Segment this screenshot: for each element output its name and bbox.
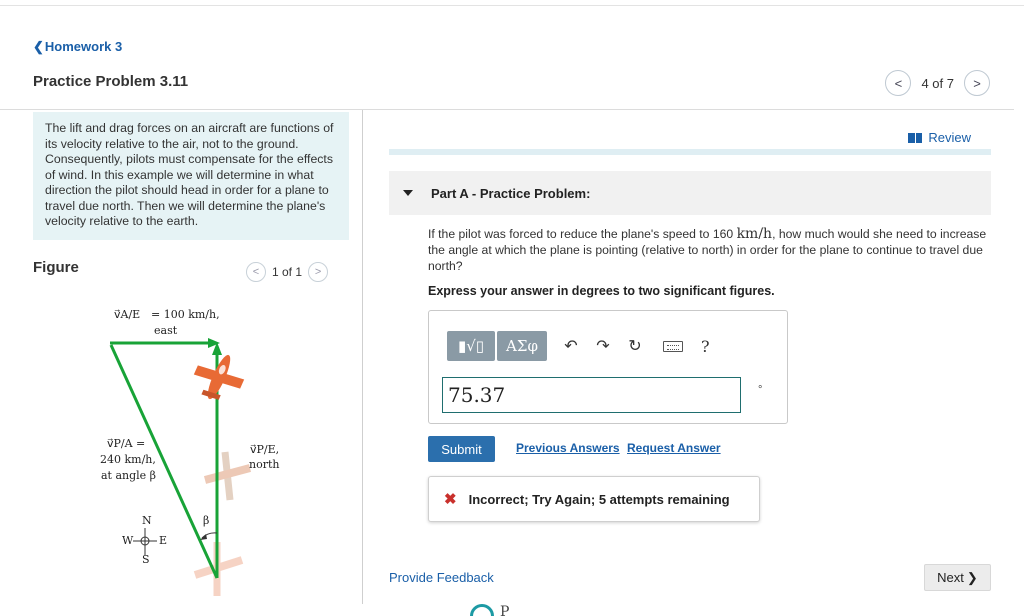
review-label: Review — [928, 130, 971, 145]
next-button[interactable] — [924, 564, 991, 591]
footer-logo-letter: P — [500, 604, 510, 616]
reset-icon: ↻ — [628, 338, 642, 355]
review-link[interactable] — [908, 130, 971, 145]
compass-w: W — [122, 534, 134, 547]
page-title: Practice Problem 3.11 — [33, 73, 189, 90]
v-pa-symbol: v⃗P/A = — [107, 437, 146, 450]
previous-problem-button[interactable] — [885, 70, 911, 96]
top-rule — [0, 5, 1024, 6]
question-text-after: , how much would she need to increase the angle at which the plane is pointing (relative to north) in order for the plane to continue to travel due north? — [428, 227, 987, 273]
figure-heading: Figure — [33, 259, 79, 276]
beta-arrowhead — [200, 534, 207, 540]
next-label: Next — [937, 570, 964, 585]
redo-button[interactable] — [595, 336, 611, 356]
v-ae-value: = 100 km/h, — [151, 308, 220, 321]
question-unit: km/h — [736, 226, 773, 242]
figure-pager — [246, 262, 328, 282]
v-ae-symbol: v⃗A/E — [114, 308, 141, 321]
provide-feedback-link[interactable]: Provide Feedback — [389, 570, 494, 585]
compass-n: N — [142, 514, 152, 527]
question-text-before: If the pilot was forced to reduce the plane's speed to 160 — [428, 227, 734, 241]
problem-pager — [885, 70, 990, 96]
symbols-button[interactable] — [497, 331, 547, 361]
answer-panel — [428, 310, 788, 424]
book-icon — [908, 133, 922, 143]
next-problem-button[interactable] — [964, 70, 990, 96]
incorrect-feedback — [428, 476, 760, 522]
answer-input[interactable] — [442, 377, 741, 413]
chevron-left-icon: < — [252, 266, 260, 278]
pager-count: 4 of 7 — [921, 75, 954, 91]
plane-faded-middle — [205, 452, 250, 500]
v-pa-angle: at angle β — [101, 469, 157, 482]
compass-s: S — [142, 553, 150, 566]
pearson-logo-icon — [470, 604, 494, 616]
feedback-message: Incorrect; Try Again; 5 attempts remaining — [468, 491, 730, 507]
sqrt-template-icon: ▮√▯ — [457, 337, 485, 355]
answer-instruction: Express your answer in degrees to two significant figures. — [428, 284, 775, 298]
review-divider — [389, 149, 991, 155]
help-button[interactable]: ? — [701, 336, 710, 356]
question-text — [428, 226, 993, 274]
column-divider — [362, 110, 363, 604]
chevron-right-icon: ❯ — [966, 569, 978, 585]
figure-pager-count: 1 of 1 — [272, 265, 303, 279]
part-a-header[interactable] — [389, 171, 991, 215]
undo-button[interactable] — [563, 336, 579, 356]
header-divider — [0, 109, 1014, 110]
degree-unit: ° — [758, 384, 763, 396]
keyboard-icon[interactable] — [663, 341, 683, 352]
figure-next-button[interactable] — [308, 262, 328, 282]
part-a-title: Part A - Practice Problem: — [431, 185, 591, 201]
compass-icon — [122, 514, 167, 566]
submit-button[interactable]: Submit — [428, 436, 495, 462]
compass-e: E — [159, 534, 168, 547]
greek-symbols-label: ΑΣφ — [506, 337, 538, 355]
v-pa-value: 240 km/h, — [100, 453, 156, 466]
chevron-right-icon: > — [314, 266, 322, 278]
collapse-triangle-icon — [403, 190, 413, 196]
templates-button[interactable] — [447, 331, 495, 361]
request-answer-link[interactable]: Request Answer — [627, 441, 721, 455]
v-pe-symbol: v⃗P/E, — [250, 443, 280, 456]
v-ae-direction: east — [154, 324, 178, 337]
redo-icon: ↷ — [596, 338, 610, 355]
chevron-left-icon: < — [894, 75, 903, 91]
back-to-homework-link[interactable] — [33, 39, 122, 55]
chevron-left-icon: ❮ — [33, 39, 44, 54]
vector-diagram — [90, 300, 310, 600]
back-link-label: Homework 3 — [44, 39, 123, 54]
undo-icon: ↶ — [564, 338, 578, 355]
previous-answers-link[interactable]: Previous Answers — [516, 441, 620, 455]
figure-previous-button[interactable] — [246, 262, 266, 282]
beta-label: β — [203, 514, 210, 527]
v-pe-direction: north — [249, 458, 280, 471]
error-x-icon: ✖ — [444, 491, 457, 508]
reset-button[interactable] — [627, 336, 643, 356]
intro-text: The lift and drag forces on an aircraft are functions of its velocity relative to the air, not to the ground. Consequently, pilots must compensate for the effects of wind. In this example we will determine in what direction the pilot should head in order for a plane to travel due north. Then we will determine the plane's velocity relative to the earth. — [33, 112, 349, 240]
math-toolbar — [447, 331, 710, 361]
chevron-right-icon: > — [973, 75, 981, 91]
